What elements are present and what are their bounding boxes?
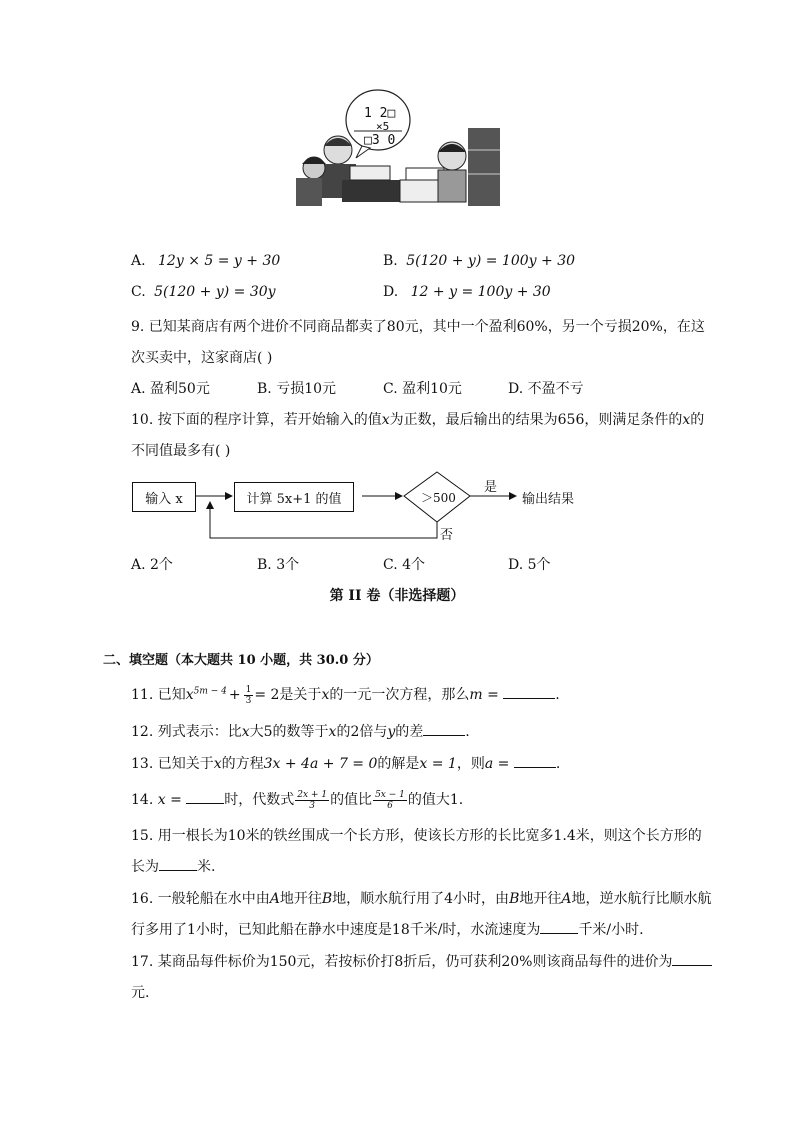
flow-condition-label: ＞500: [421, 491, 456, 505]
q16-B1: B: [321, 891, 333, 907]
q12-text-a: 12. 列式表示：比: [131, 724, 242, 740]
q14-f1-num: 2x + 1: [297, 789, 328, 800]
q12-text-d: 的差: [395, 724, 424, 740]
q9-line-2: 次买卖中，这家商店( ): [131, 350, 273, 366]
q11-text-suffix: 的一元一次方程，那么: [329, 687, 470, 703]
q12-text-b: 大5的数等于: [249, 724, 329, 740]
q10-text-c: 的: [690, 412, 705, 428]
q11-frac-den: 3: [245, 695, 252, 706]
q13-equation: 3x + 4a + 7 = 0: [263, 756, 378, 772]
q13-answer-blank[interactable]: [514, 753, 556, 768]
q14-answer-blank[interactable]: [186, 789, 224, 804]
cartoon-image: [292, 80, 504, 210]
q16-A2: A: [561, 891, 572, 907]
q16-line-1: [131, 888, 711, 908]
q10-option-d: D. 5个: [508, 557, 551, 573]
q13-text-b: 的方程: [221, 756, 264, 772]
q14-text-a: 14.: [131, 792, 158, 808]
q14-fraction-2: [373, 790, 407, 811]
q16-text-f: 行多用了1小时，已知此船在静水中速度是18千米/时，水流速度为: [131, 922, 541, 938]
q12-x: x: [241, 724, 250, 740]
q12-x2: x: [328, 724, 337, 740]
q8-a-expr: 12y × 5 = y + 30: [158, 253, 281, 269]
q16-line-2: [131, 919, 644, 939]
flow-no-label: 否: [440, 528, 454, 543]
option-letter: A.: [131, 253, 146, 269]
flow-input-box: 输入 x: [132, 482, 196, 512]
flow-yes-label: 是: [484, 480, 498, 495]
q10-option-c: C. 4个: [383, 557, 426, 573]
q10-text-b: 为正数，最后输出的结果为656，则满足条件的: [389, 412, 683, 428]
q9-option-c: C. 盈利10元: [383, 381, 462, 397]
q16-A1: A: [269, 891, 280, 907]
q17-text-a: 17. 某商品每件标价为150元，若按标价打8折后，仍可获利20%则该商品每件的进价为: [131, 954, 673, 970]
q13-a: a: [484, 756, 494, 772]
q14: [131, 789, 463, 811]
q13-solution: x = 1: [419, 756, 457, 772]
q12-text-c: 的2倍与: [336, 724, 388, 740]
q15-answer-blank[interactable]: [159, 856, 197, 871]
q12: [131, 721, 470, 741]
option-letter: D.: [383, 284, 399, 300]
q8-option-a: [131, 253, 280, 269]
q11-answer-blank[interactable]: [503, 684, 555, 699]
q16-answer-blank[interactable]: [540, 919, 578, 934]
q9-option-a: A. 盈利50元: [131, 381, 210, 397]
q11-end: .: [555, 687, 560, 703]
q11-m: m: [469, 687, 483, 703]
option-letter: B.: [383, 253, 398, 269]
q12-answer-blank[interactable]: [423, 721, 465, 736]
q17-line-2: 元.: [131, 985, 150, 1001]
illustration: [292, 80, 504, 210]
q10-text-a: 10. 按下面的程序计算，若开始输入的值: [131, 412, 382, 428]
q12-y: y: [387, 724, 396, 740]
q10-var-x2: x: [682, 412, 691, 428]
q14-f2-den: 6: [387, 800, 393, 811]
q16-text-c: 地，顺水航行用了4小时，由: [332, 891, 510, 907]
q10-line-1: [131, 409, 704, 429]
q13-x: x: [213, 756, 222, 772]
q16-text-a: 16. 一般轮船在水中由: [131, 891, 270, 907]
q14-x: x: [157, 792, 166, 808]
bubble-line-2: ×5: [376, 120, 390, 133]
q11-exponent: 5m − 4: [193, 686, 227, 697]
flow-output-label: 输出结果: [522, 492, 575, 507]
q14-text-b: 时，代数式: [224, 792, 295, 808]
q13-text-d: ，则: [456, 756, 485, 772]
q12-end: .: [465, 724, 470, 740]
q8-option-d: [383, 284, 551, 300]
q13-end: .: [555, 756, 561, 772]
q14-equals: =: [165, 792, 187, 808]
q11-var: x: [321, 687, 330, 703]
q11-equals: =: [482, 687, 504, 703]
flowchart: [130, 470, 600, 550]
q16-text-d: 地开往: [519, 891, 562, 907]
q14-text-c: 的值比: [330, 792, 373, 808]
q10-option-b: B. 3个: [257, 557, 300, 573]
q11-plus: +: [228, 687, 241, 703]
q13-equals: =: [493, 756, 514, 772]
q17-line-1: [131, 951, 712, 971]
q11: [131, 684, 560, 706]
q14-fraction-1: [295, 790, 329, 811]
q11-fraction: [244, 685, 254, 706]
q10-var-x: x: [381, 412, 390, 428]
section2-title: 二、填空题（本大题共 10 小题，共 30.0 分）: [103, 653, 379, 668]
q15-text-b: 米.: [197, 859, 216, 875]
q8-option-c: [131, 284, 276, 300]
option-letter: C.: [131, 284, 146, 300]
flow-compute-box: 计算 5x+1 的值: [234, 482, 354, 512]
q11-text-eq: = 2是关于: [254, 687, 322, 703]
q15-line-2: [131, 856, 215, 876]
q8-c-expr: 5(120 + y) = 30y: [154, 284, 276, 300]
q10-option-a: A. 2个: [131, 557, 173, 573]
q10-line-2: 不同值最多有( ): [131, 443, 231, 459]
q16-text-e: 地，逆水航行比顺水航: [571, 891, 712, 907]
flowchart-lines: [130, 470, 600, 550]
q8-option-b: [383, 253, 575, 269]
q15-line-1: 15. 用一根长为10米的铁丝围成一个长方形，使该长方形的长比宽多1.4米，则这个长方形的: [131, 828, 702, 844]
q13-text-c: 的解是: [377, 756, 420, 772]
q14-f2-num: 5x − 1: [375, 789, 405, 800]
q15-text-a: 长为: [131, 859, 159, 875]
q11-frac-num: 1: [245, 684, 252, 695]
q8-b-expr: 5(120 + y) = 100y + 30: [406, 253, 576, 269]
q14-text-d: 的值大1.: [407, 792, 464, 808]
q13-text-a: 13. 已知关于: [131, 756, 214, 772]
q9-option-d: D. 不盈不亏: [508, 381, 584, 397]
q9-line-1: 9. 已知某商店有两个进价不同商品都卖了80元，其中一个盈利60%，另一个亏损20%，在这: [131, 319, 705, 335]
q14-f1-den: 3: [309, 800, 316, 811]
q13: [131, 753, 560, 773]
q17-answer-blank[interactable]: [672, 951, 712, 966]
q11-text-prefix: 11. 已知: [131, 687, 186, 703]
q16-text-b: 地开往: [279, 891, 322, 907]
bubble-line-3: □3 0: [364, 133, 396, 148]
q9-option-b: B. 亏损10元: [257, 381, 337, 397]
q11-base: x: [185, 687, 194, 703]
q16-B2: B: [509, 891, 520, 907]
part2-title: 第 II 卷（非选择题）: [329, 588, 465, 604]
bubble-line-1: 1 2□: [364, 106, 396, 121]
q8-d-expr: 12 + y = 100y + 30: [410, 284, 551, 300]
q16-text-g: 千米/小时.: [578, 922, 644, 938]
